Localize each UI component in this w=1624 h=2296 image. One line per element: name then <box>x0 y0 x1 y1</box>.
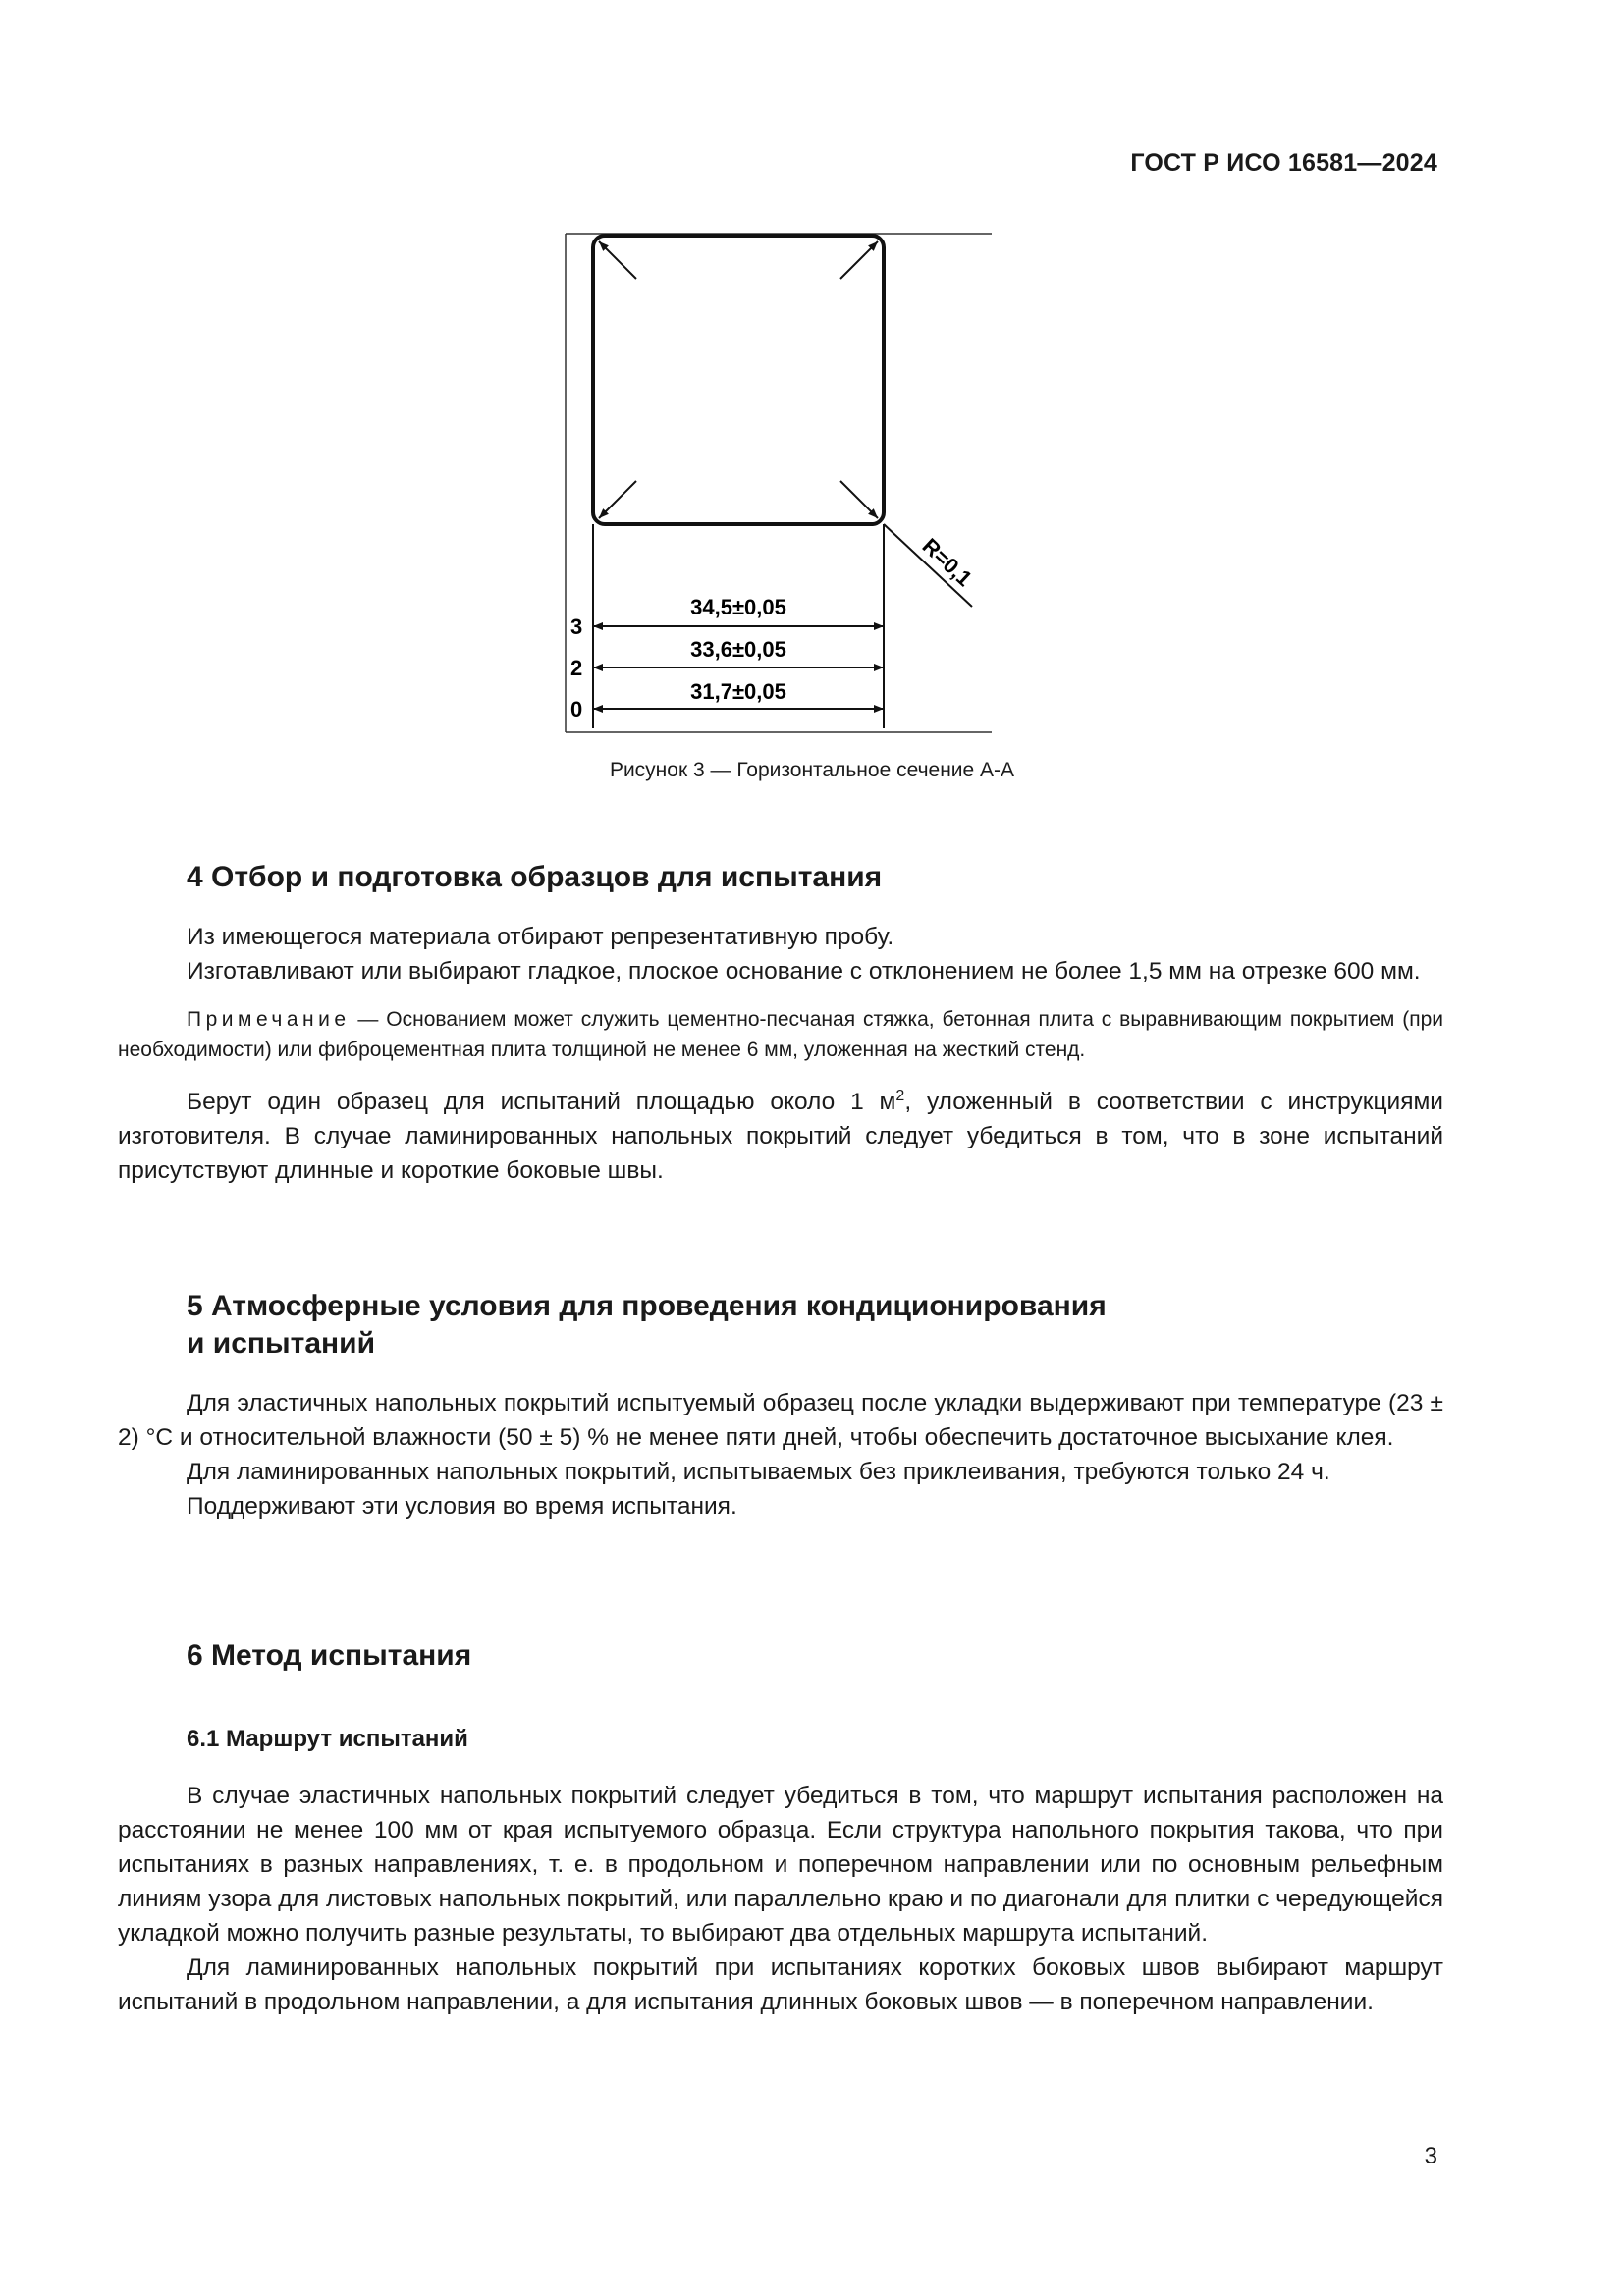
p3-superscript: 2 <box>895 1087 905 1104</box>
section-5-paragraph-3: Поддерживают эти условия во время испытания. <box>187 1493 737 1520</box>
section-4 <box>118 859 1443 896</box>
section-6-body <box>118 1779 1443 2019</box>
section-5-title-line-1: 5 Атмосферные условия для проведения кондиционирования <box>187 1290 1107 1322</box>
figure-horizontal-section <box>550 224 1021 734</box>
section-4-title: 4 Отбор и подготовка образцов для испытания <box>187 861 883 893</box>
section-4-note <box>118 1004 1443 1065</box>
section-drawing <box>550 224 1021 734</box>
p3-text-before: Берут один образец для испытаний площадью около 1 м <box>187 1089 896 1115</box>
section-5-paragraph-2: Для ламинированных напольных покрытий, испытываемых без приклеивания, требуются только 24 ч. <box>187 1459 1330 1485</box>
section-5 <box>118 1288 1443 1362</box>
dimension-value-row-2: 33,6±0,05 <box>690 637 786 662</box>
section-4-body <box>118 920 1443 1188</box>
corner-arrow-bottom-left <box>599 481 636 518</box>
corner-arrow-top-right <box>840 241 878 279</box>
section-5-paragraph-1: Для эластичных напольных покрытий испытуемый образец после укладки выдерживают при температуре (23 ± 2) °С и относительной влажности (50 ± 5) % не менее пяти дней, чтобы обеспечить достаточное высыхание клея. <box>118 1390 1443 1451</box>
section-4-paragraph-1: Из имеющегося материала отбирают репрезентативную пробу. <box>187 924 894 950</box>
section-6-title: 6 Метод испытания <box>187 1639 472 1672</box>
corner-arrow-top-left <box>599 241 636 279</box>
note-label: Примечание <box>187 1008 351 1031</box>
profile-square <box>593 236 884 524</box>
section-6-paragraph-2: Для ламинированных напольных покрытий при испытаниях коротких боковых швов выбирают маршрут испытаний в продольном направлении, а для испытания длинных боковых швов — в поперечном направлении. <box>118 1954 1443 2015</box>
corner-arrow-bottom-right <box>840 481 878 518</box>
subsection-6-1 <box>118 1724 1443 1755</box>
section-5-body <box>118 1386 1443 1523</box>
row-label-3: 3 <box>570 614 583 639</box>
note-text: — Основанием может служить цементно-песчаная стяжка, бетонная плита с выравнивающим покрытием (при необходимости) или фиброцементная плита толщиной не менее 6 мм, уложенная на жесткий стенд. <box>118 1008 1443 1061</box>
figure-caption: Рисунок 3 — Горизонтальное сечение А-А <box>609 759 1015 781</box>
section-6 <box>118 1637 1443 1675</box>
p3-text-after: , уложенный в соответствии с инструкциями изготовителя. В случае ламинированных напольных покрытий следует убедиться в том, что в зоне испытаний присутствуют длинные и короткие боковые швы. <box>118 1089 1443 1184</box>
section-4-paragraph-3 <box>118 1085 1443 1188</box>
page-number: 3 <box>1424 2143 1437 2169</box>
document-code: ГОСТ Р ИСО 16581—2024 <box>1130 149 1437 177</box>
subsection-6-1-title: 6.1 Маршрут испытаний <box>187 1726 468 1752</box>
dimension-value-row-3: 34,5±0,05 <box>690 595 786 619</box>
radius-label: R=0,1 <box>917 533 978 592</box>
row-label-0: 0 <box>570 697 583 721</box>
section-6-paragraph-1: В случае эластичных напольных покрытий следует убедиться в том, что маршрут испытания расположен на расстоянии не менее 100 мм от края испытуемого образца. Если структура напольного покрытия такова, что при испытаниях в разных направлениях, т. е. в продольном и поперечном направлении или по основным рельефным линиям узора для листовых напольных покрытий, или параллельно краю и по диагонали для плитки с чередующейся укладкой можно получить разные результаты, то выбирают два отдельных маршрута испытаний. <box>118 1783 1443 1947</box>
section-4-paragraph-2: Изготавливают или выбирают гладкое, плоское основание с отклонением не более 1,5 мм на отрезке 600 мм. <box>187 958 1421 985</box>
section-5-title-line-2: и испытаний <box>187 1327 376 1360</box>
row-label-2: 2 <box>570 656 583 680</box>
dimension-value-row-0: 31,7±0,05 <box>690 679 786 704</box>
